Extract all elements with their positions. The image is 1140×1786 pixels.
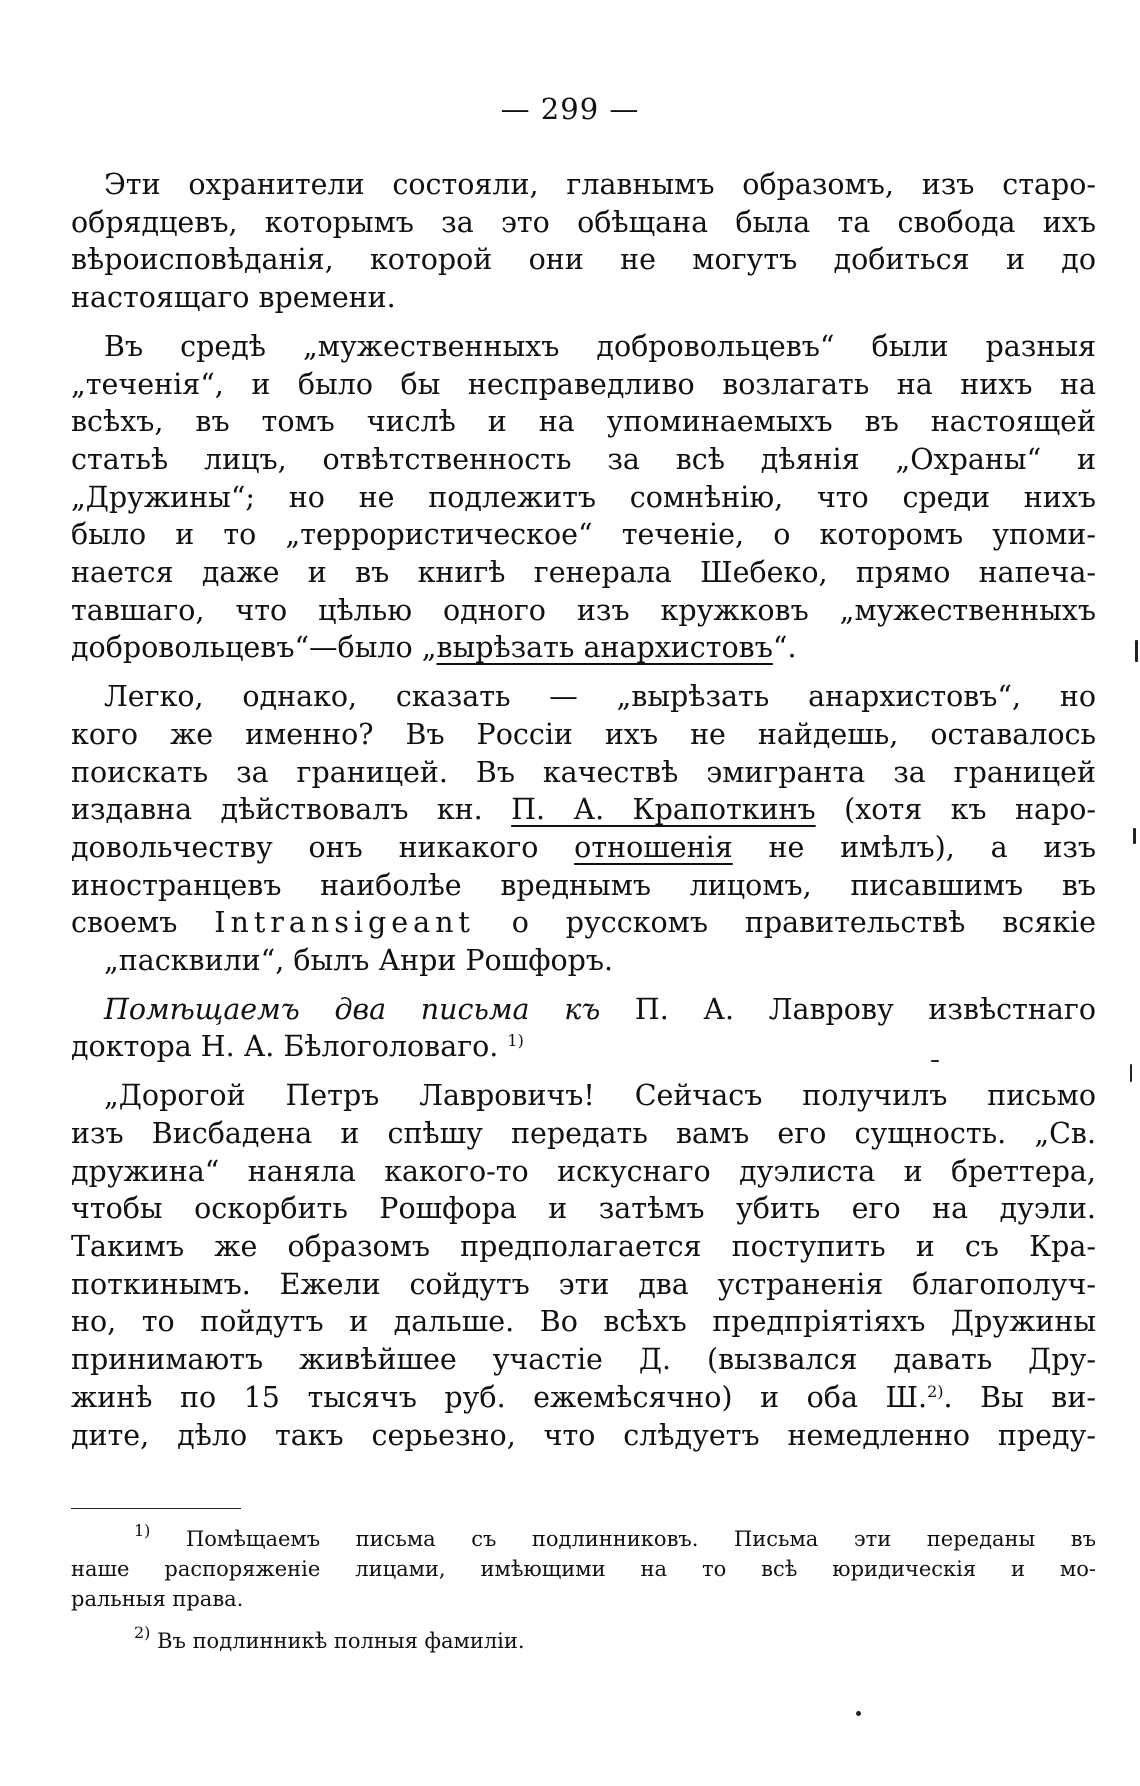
footnote-ref-1[interactable]: 1): [507, 1031, 524, 1051]
paragraph-1: [71, 166, 1096, 317]
footnote-1: [71, 1521, 1096, 1614]
text-fragment: “.: [772, 631, 797, 665]
text-line: „Дорогой Петръ Лавровичъ! Сейчасъ получилъ письмо: [104, 1079, 1096, 1113]
text-line: дите, дѣло такъ серьезно, что слѣдуетъ немедленно преду-: [71, 1418, 1096, 1452]
text-line: Въ средѣ „мужественныхъ добровольцевъ“ были разныя: [104, 329, 1096, 363]
text-line: [71, 791, 1096, 829]
text-fragment: П. А. Лаврову извѣстнаго: [600, 992, 1096, 1026]
text-fragment: (хотя къ наро-: [815, 793, 1096, 827]
text-fragment: издавна дѣйствовалъ кн.: [71, 793, 512, 827]
text-line: кого же именно? Въ Россіи ихъ не найдешь, оставалось: [71, 717, 1096, 751]
text-fragment: доктора Н. А. Бѣлоголоваго.: [71, 1030, 499, 1064]
text-fragment: жинѣ по 15 тысячъ руб. ежемѣсячно) и оба Ш.: [71, 1380, 928, 1414]
text-fragment: не имѣлъ), а изъ: [732, 830, 1096, 864]
text-line: иностранцевъ наиболѣе вреднымъ лицомъ, писавшимъ въ: [71, 868, 1096, 902]
text-line: Такимъ же образомъ предполагается поступить и съ Кра-: [71, 1229, 1096, 1263]
text-line: [71, 629, 1096, 667]
text-fragment: Помѣщаемъ письма съ подлинниковъ. Письма эти переданы въ: [150, 1527, 1096, 1551]
paragraph-3: [71, 678, 1096, 980]
text-line: но, то пойдутъ и дальше. Во всѣхъ предпріятіяхъ Дружины: [71, 1305, 1096, 1339]
text-line: поискать за границей. Въ качествѣ эмигранта за границей: [71, 755, 1096, 789]
footnote-marker: 2): [134, 1623, 151, 1642]
scan-mark: [1133, 828, 1136, 844]
footnote-line: ральныя права.: [71, 1587, 244, 1611]
text-line: [71, 1028, 1096, 1066]
italic-phrase: Помѣщаемъ два письма къ: [104, 992, 601, 1026]
footnote-ref-2[interactable]: 2): [927, 1381, 944, 1401]
text-line: „Дружины“; но не подлежитъ сомнѣнію, что среди нихъ: [71, 480, 1096, 514]
text-line: Легко, однако, сказать — „вырѣзать анархистовъ“, но: [104, 680, 1096, 714]
text-line: тавшаго, что цѣлью одного изъ кружковъ „мужественныхъ: [71, 593, 1096, 627]
text-line: [71, 904, 1096, 942]
text-fragment: довольчеству онъ никакого: [71, 830, 575, 864]
footnote-divider: [71, 1508, 241, 1509]
footnote-2: [71, 1623, 1096, 1656]
text-fragment: Въ подлинникѣ полныя фамиліи.: [150, 1629, 525, 1653]
text-line: настоящаго времени.: [71, 281, 396, 315]
text-line: было и то „террористическое“ теченіе, о которомъ упоми-: [71, 518, 1096, 552]
text-line: принимаютъ живѣйшее участіе Д. (вызвался давать Дру-: [71, 1343, 1096, 1377]
paragraph-5: [71, 1077, 1096, 1454]
underlined-name: П. А. Крапоткинъ: [511, 793, 816, 827]
text-line: [71, 1379, 1096, 1417]
paragraph-4: [71, 991, 1096, 1066]
text-fragment: добровольцевъ“—было „: [71, 631, 437, 665]
page-number: — 299 —: [500, 92, 640, 126]
text-line: „пасквили“, былъ Анри Рошфоръ.: [104, 944, 614, 978]
text-line: вѣроисповѣданія, которой они не могутъ добиться и до: [71, 243, 1096, 277]
text-line: [71, 991, 1096, 1029]
newspaper-title: Intransigeant: [214, 906, 475, 940]
scan-mark: [1130, 1064, 1132, 1082]
text-line: „теченія“, и было бы несправедливо возлагать на нихъ на: [71, 367, 1096, 401]
text-line: обрядцевъ, которымъ за это обѣщана была та свобода ихъ: [71, 205, 1096, 239]
footnote-line: наше распоряженіе лицами, имѣющими на то всѣ юридическія и мо-: [71, 1557, 1096, 1581]
text-line: [71, 829, 1096, 867]
text-line: поткинымъ. Ежели сойдутъ эти два устраненія благополуч-: [71, 1267, 1096, 1301]
text-line: статьѣ лицъ, отвѣтственность за всѣ дѣянія „Охраны“ и: [71, 442, 1096, 476]
text-line: нается даже и въ книгѣ генерала Шебеко, прямо напеча-: [71, 556, 1096, 590]
footnote-line: [71, 1623, 1096, 1656]
footnotes: [71, 1521, 1096, 1668]
footnote-marker: 1): [134, 1521, 151, 1540]
underlined-phrase: вырѣзать анархистовъ: [436, 631, 773, 665]
paragraph-2: [71, 328, 1096, 667]
scan-mark: [1135, 640, 1138, 662]
underlined-word: отношенія: [574, 830, 733, 864]
text-line: дружина“ наняла какого-то искуснаго дуэлиста и бреттера,: [71, 1154, 1096, 1188]
text-line: изъ Висбадена и спѣшу передать вамъ его сущность. „Св.: [71, 1116, 1096, 1150]
text-line: всѣхъ, въ томъ числѣ и на упоминаемыхъ въ настоящей: [71, 405, 1096, 439]
text-fragment: . Вы ви-: [943, 1380, 1096, 1414]
text-fragment: о русскомъ правительствѣ всякіе: [474, 906, 1096, 940]
scan-mark: [931, 1060, 939, 1062]
text-line: Эти охранители состояли, главнымъ образомъ, изъ старо-: [104, 168, 1096, 201]
text-line: чтобы оскорбить Рошфора и затѣмъ убить его на дуэли.: [71, 1192, 1096, 1226]
scan-mark: [856, 1711, 861, 1716]
main-text: [71, 166, 1096, 1465]
footnote-line: [71, 1521, 1096, 1554]
text-fragment: своемъ: [71, 906, 215, 940]
